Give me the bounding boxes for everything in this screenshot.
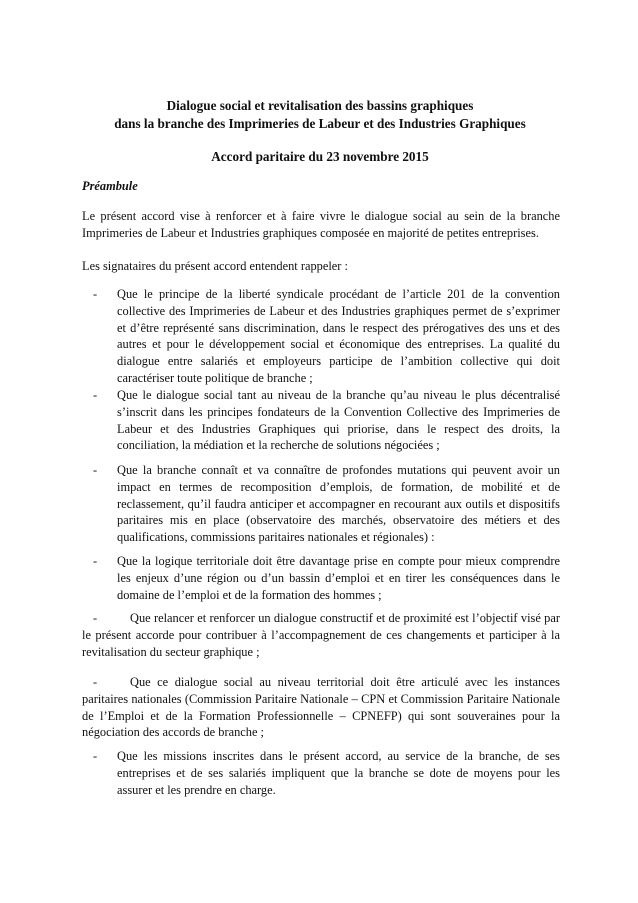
title-line-2: dans la branche des Imprimeries de Labeur et des Industries Graphiques xyxy=(114,115,526,131)
bullet-marker: - xyxy=(93,554,98,568)
list-item-text-wrapper xyxy=(82,674,560,741)
section-heading: Préambule xyxy=(82,179,138,193)
intro-paragraph: Le présent accord vise à renforcer et à faire vivre le dialogue social au sein de la branche Imprimeries de Labeur et Industries graphiques composée en majorité de petites entreprises. xyxy=(82,209,560,240)
list-item-text: Que ce dialogue social au niveau territorial doit être articulé avec les instances paritaires nationales (Commission Paritaire Nationale – CPN et Commission Paritaire Nationale de l’Emploi et de la Formation Professionnelle – CPNEFP) qui sont souveraines pour la négociation des accords de branche ; xyxy=(82,675,560,740)
list-item-text: Que le dialogue social tant au niveau de la branche qu’au niveau le plus décentralisé s’inscrit dans les principes fondateurs de la Convention Collective des Imprimeries de Labeur et des Industries Graphiques qui priorise, dans le respect des droits, la conciliation, la médiation et la recherche de solutions négociées ; xyxy=(117,388,560,453)
list-item-text: Que les missions inscrites dans le présent accord, au service de la branche, de ses entreprises et de ses salariés impliquent que la branche se dote de moyens pour les assurer et les prendre en charge. xyxy=(117,749,560,797)
bullet-marker: - xyxy=(93,287,98,301)
signatories-intro: Les signataires du présent accord entendent rappeler : xyxy=(82,259,348,273)
bullet-marker: - xyxy=(93,388,98,402)
list-item-text: Que relancer et renforcer un dialogue constructif et de proximité est l’objectif visé par le présent accorde pour contribuer à l’accompagnement de ces changements et participer à la revitalisation du secteur graphique ; xyxy=(82,611,560,659)
document-title xyxy=(60,97,580,132)
list-item-text: Que la branche connaît et va connaître de profondes mutations qui peuvent avoir un impact en termes de recomposition d’emplois, de formation, de mobilité et de reclassement, qu’il faudra anticiper et accompagner en recourant aux outils et dispositifs paritaires mis en place (observatoire des marchés, observatoire des métiers et des qualifications, commissions paritaires nationales et régionales) : xyxy=(117,463,560,545)
list-item-text: Que le principe de la liberté syndicale procédant de l’article 201 de la convention collective des Imprimeries de Labeur et des Industries graphiques permet de s’exprimer et d’être représenté sans discrimination, dans le respect des prérogatives des uns et des autres et pour le développement social et économique des entreprises. La qualité du dialogue entre salariés et employeurs participe de l’ambition collective qui doit caractériser toute politique de branche ; xyxy=(117,287,560,385)
bullet-marker: - xyxy=(93,611,98,625)
bullet-marker: - xyxy=(93,463,98,477)
list-item-text-wrapper xyxy=(82,610,560,660)
title-line-1: Dialogue social et revitalisation des bassins graphiques xyxy=(166,98,474,113)
bullet-marker: - xyxy=(93,675,98,689)
bullet-marker: - xyxy=(93,749,98,763)
document-subtitle: Accord paritaire du 23 novembre 2015 xyxy=(211,149,429,164)
list-item-text: Que la logique territoriale doit être davantage prise en compte pour mieux comprendre les enjeux d’une région ou d’un bassin d’emploi et en tirer les conséquences dans le domaine de l’emploi et de la formation des hommes ; xyxy=(117,554,560,602)
